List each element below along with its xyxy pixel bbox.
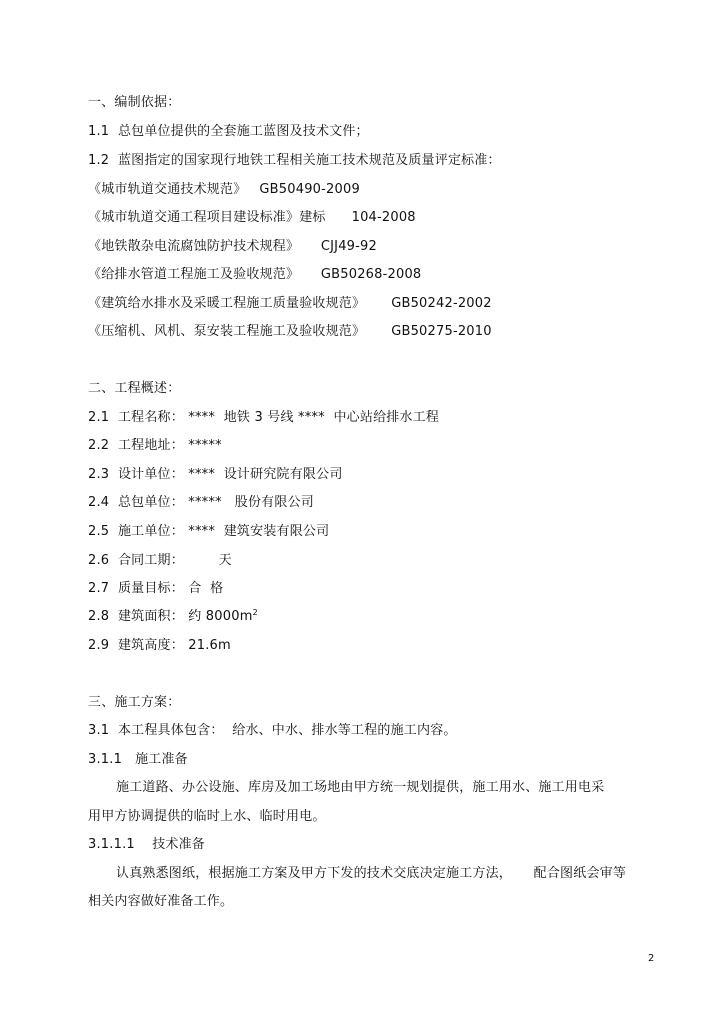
- list-item: 《城市轨道交通工程项目建设标准》建标 104-2008: [88, 210, 416, 225]
- list-item: 2.6 合同工期： 天: [88, 553, 232, 568]
- list-item: 《城市轨道交通技术规范》 GB50490-2009: [88, 182, 360, 197]
- list-item: 2.5 施工单位： **** 建筑安装有限公司: [88, 524, 330, 539]
- list-item: 2.9 建筑高度： 21.6m: [88, 638, 231, 653]
- list-item: 《地铁散杂电流腐蚀防护技术规程》 CJJ49-92: [88, 239, 377, 254]
- subsection-heading: 3.1.1 施工准备: [88, 752, 188, 767]
- list-item: [88, 608, 258, 626]
- list-item: 2.3 设计单位： **** 设计研究院有限公司: [88, 467, 343, 482]
- section-heading: 二、工程概述：: [88, 381, 181, 396]
- page-number: 2: [648, 953, 655, 964]
- list-item: 2.1 工程名称： **** 地铁 3 号线 **** 中心站给排水工程: [88, 410, 440, 425]
- section-heading: 三、施工方案：: [88, 695, 181, 710]
- list-item: 2.2 工程地址： *****: [88, 438, 222, 453]
- list-item: 2.4 总包单位： ***** 股份有限公司: [88, 495, 314, 510]
- list-item: 1.2 蓝图指定的国家现行地铁工程相关施工技术规范及质量评定标准：: [88, 153, 501, 168]
- paragraph-line: 相关内容做好准备工作。: [88, 894, 234, 909]
- area-label: 2.8 建筑面积： 约 8000m: [88, 609, 253, 624]
- list-item: 1.1 总包单位提供的全套施工蓝图及技术文件；: [88, 124, 369, 139]
- paragraph-line: 认真熟悉图纸，根据施工方案及甲方下发的技术交底决定施工方法， 配合图纸会审等: [116, 866, 627, 881]
- list-item: 2.7 质量目标： 合 格: [88, 581, 224, 596]
- area-unit-superscript: 2: [252, 608, 258, 617]
- list-item: 3.1 本工程具体包含： 给水、中水、排水等工程的施工内容。: [88, 723, 457, 738]
- paragraph-line: 用甲方协调提供的临时上水、临时用电。: [88, 809, 326, 824]
- list-item: 《建筑给水排水及采暖工程施工质量验收规范》 GB50242-2002: [88, 296, 492, 311]
- list-item: 《压缩机、风机、泵安装工程施工及验收规范》 GB50275-2010: [88, 324, 492, 339]
- section-heading: 一、编制依据：: [88, 95, 181, 110]
- list-item: 《给排水管道工程施工及验收规范》 GB50268-2008: [88, 267, 422, 282]
- subsection-heading: 3.1.1.1 技术准备: [88, 837, 206, 852]
- paragraph-line: 施工道路、办公设施、库房及加工场地由甲方统一规划提供，施工用水、施工用电采: [116, 780, 605, 795]
